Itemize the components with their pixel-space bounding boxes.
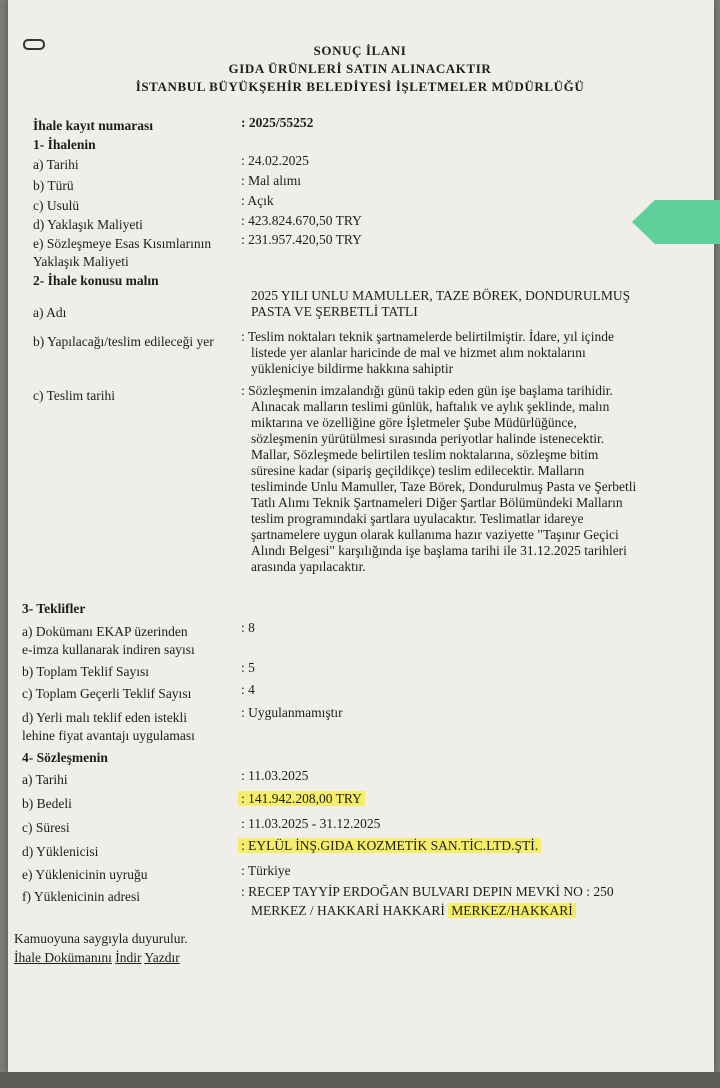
s4-yuklenici-colon: : [241,838,245,853]
s1-esas-value: : 231.957.420,50 TRY [241,232,362,247]
footer-duyuru: Kamuoyuna saygıyla duyurulur. [14,931,188,946]
s2-yer-line-3: yükleniciye bildirme hakkına sahiptir [251,361,454,376]
s4-yuklenici-row [238,838,541,854]
s4-uyruk-value: : Türkiye [241,863,291,878]
kayit-label: İhale kayıt numarası [33,118,154,133]
s4-bedeli-row [238,791,365,807]
s1-esas-label-2: Yaklaşık Maliyeti [33,254,129,269]
s2-teslim-line: Alınacak malların teslimi günlük, haftalık ve aylık şeklinde, malın [251,399,610,414]
s4-suresi-label: c) Süresi [22,820,70,835]
s4-adres-highlight: MERKEZ/HAKKARİ [448,903,576,918]
s2-adi-value-2: PASTA VE ŞERBETLİ TATLI [251,304,418,319]
s4-yuklenici-highlight [238,838,541,853]
s2-teslim-label: c) Teslim tarihi [33,388,116,403]
s3-toplam-value: : 5 [241,660,255,675]
s1-usulu-label: c) Usulü [33,198,80,213]
s4-tarihi-label: a) Tarihi [22,772,68,787]
s2-yer-line-2: listede yer alanlar haricinde de mal ve hizmet alım noktalarını [251,345,586,360]
s2-teslim-line: arasında yapılacaktır. [251,559,366,574]
s4-bedeli-value: 141.942.208,00 TRY [248,791,362,806]
s4-adres-label: f) Yüklenicinin adresi [22,889,140,904]
section-3-title: 3- Teklifler [22,601,86,616]
print-link[interactable]: Yazdır [144,950,180,965]
s1-usulu-value: : Açık [241,193,274,208]
s1-tarihi-label: a) Tarihi [33,157,79,172]
s2-teslim-line: miktarına ve özelliğine göre İşletmeler Şube Müdürlüğünce, [251,415,577,430]
section-1-title: 1- İhalenin [33,137,96,152]
s2-teslim-line: Tatlı Alımı Teknik Şartnameleri Diğer Şartlar Bölümündeki Malların [251,495,623,510]
s3-yerli-label-1: d) Yerli malı teklif eden istekli [22,710,187,725]
s2-teslim-line: : Sözleşmenin imzalandığı günü takip eden gün işe başlama tarihidir. [241,383,613,398]
s1-turu-label: b) Türü [33,178,74,193]
footer-links [14,950,180,965]
page-edge [0,1072,720,1088]
download-link[interactable]: İndir [115,950,142,965]
s1-maliyet-value: : 423.824.670,50 TRY [241,213,362,228]
s3-gecerli-value: : 4 [241,682,255,697]
s4-suresi-value: : 11.03.2025 - 31.12.2025 [241,816,381,831]
s4-bedeli-colon: : [241,791,245,806]
s4-adres-line-2a: MERKEZ / HAKKARİ HAKKARİ [251,903,445,918]
s2-teslim-line: süresine kadar (sipariş geçildikçe) teslim edilecektir. Malların [251,463,585,478]
kayit-value: : 2025/55252 [241,115,314,130]
s4-bedeli-label: b) Bedeli [22,796,72,811]
s4-uyruk-label: e) Yüklenicinin uyruğu [22,867,148,882]
section-4-title: 4- Sözleşmenin [22,750,108,765]
s2-teslim-line: Alındı Belgesi" karşılığında işe başlama tarihi ile 31.12.2025 tarihleri [251,543,627,558]
s1-maliyet-label: d) Yaklaşık Maliyeti [33,217,143,232]
s1-turu-value: : Mal alımı [241,173,301,188]
s2-teslim-line: Mallar, Sözleşmede belirtilen teslim noktalarına, sözleşme bitim [251,447,599,462]
s2-yer-label: b) Yapılacağı/teslim edileceği yer [33,334,214,349]
s4-tarihi-value: : 11.03.2025 [241,768,309,783]
s4-adres-line-2 [251,903,576,919]
s2-yer-line-1: : Teslim noktaları teknik şartnamelerde belirtilmiştir. İdare, yıl içinde [241,329,614,344]
header-title: SONUÇ İLANI [313,43,407,58]
s3-gecerli-label: c) Toplam Geçerli Teklif Sayısı [22,686,192,701]
s2-teslim-line: tesliminde Unlu Mamuller, Taze Börek, Dondurulmuş Pasta ve Şerbetli [251,479,637,494]
section-2-title: 2- İhale konusu malın [33,273,159,288]
s4-bedeli-highlight [238,791,365,806]
header-institution: İSTANBUL BÜYÜKŞEHİR BELEDİYESİ İŞLETMELER MÜDÜRLÜĞÜ [135,79,585,94]
s3-ekap-label-1: a) Dokümanı EKAP üzerinden [22,624,188,639]
s3-ekap-label-2: e-imza kullanarak indiren sayısı [22,642,195,657]
s3-ekap-value: : 8 [241,620,255,635]
header-subtitle: GIDA ÜRÜNLERİ SATIN ALINACAKTIR [228,61,492,76]
s2-adi-value-1: 2025 YILI UNLU MAMULLER, TAZE BÖREK, DONDURULMUŞ [251,288,631,303]
s1-esas-label-1: e) Sözleşmeye Esas Kısımlarının [33,236,212,251]
s2-teslim-line: şartnamelere uygun olarak kullanıma hazır vaziyette "Taşınır Geçici [251,527,619,542]
s3-toplam-label: b) Toplam Teklif Sayısı [22,664,149,679]
s2-adi-label: a) Adı [33,305,67,320]
doc-link[interactable]: İhale Dokümanını [14,950,112,965]
s4-yuklenici-label: d) Yüklenicisi [22,844,99,859]
s3-yerli-value: : Uygulanmamıştır [241,705,343,720]
s3-yerli-label-2: lehine fiyat avantajı uygulaması [22,728,195,743]
s1-tarihi-value: : 24.02.2025 [241,153,309,168]
s4-adres-line-1: : RECEP TAYYİP ERDOĞAN BULVARI DEPIN MEVKİ NO : 250 [241,884,614,899]
s2-teslim-line: teslim programındaki şartlara uyulacaktır. Teslimatlar idareye [251,511,584,526]
s4-yuklenici-value: EYLÜL İNŞ.GIDA KOZMETİK SAN.TİC.LTD.ŞTİ. [248,838,539,853]
s2-teslim-line: sözleşmenin yürütülmesi sırasında periyotlar halinde istenecektir. [251,431,605,446]
